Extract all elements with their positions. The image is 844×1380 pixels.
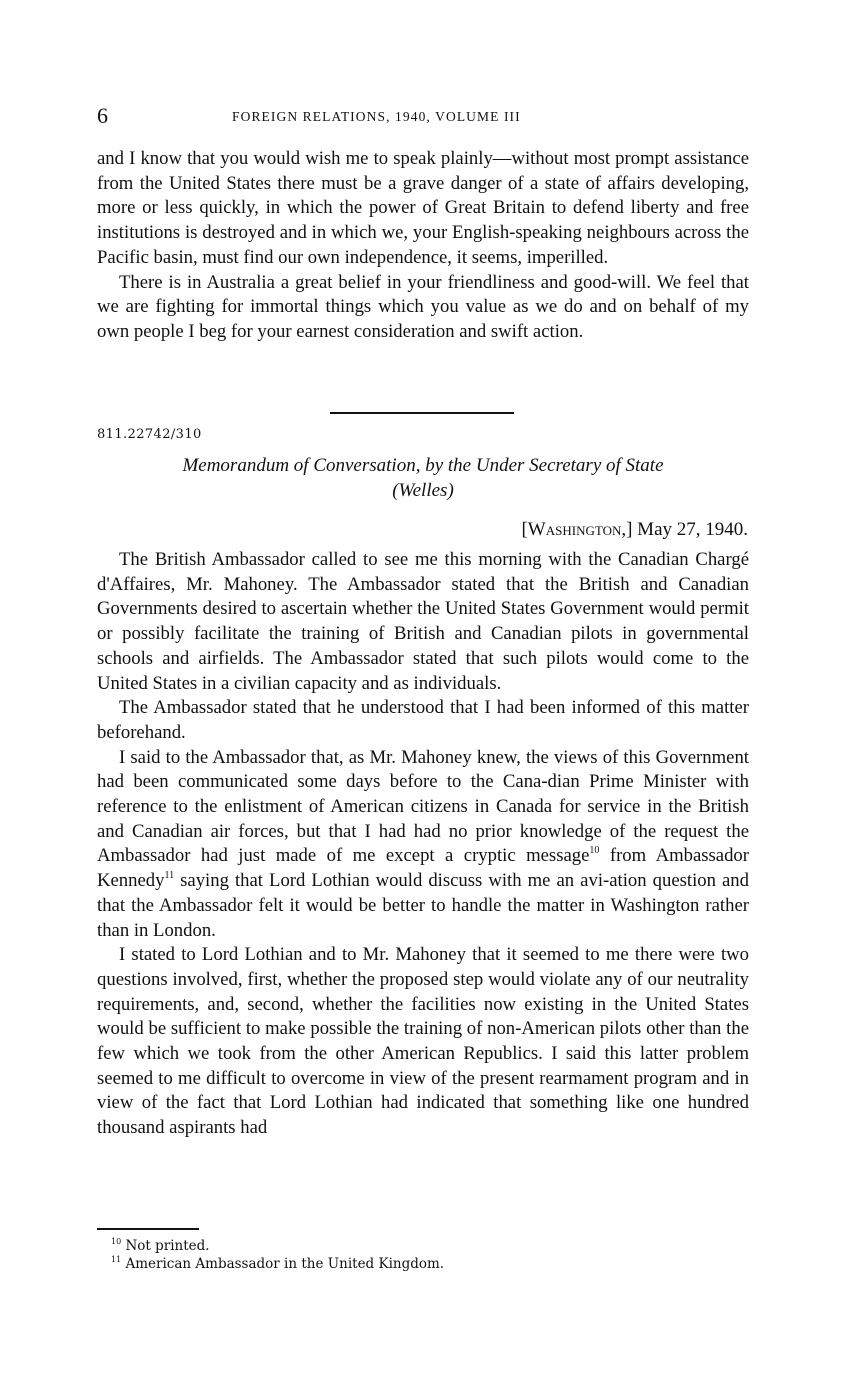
paragraph: There is in Australia a great belief in your friendliness and good-will. We feel that we are fighting for immortal things which you value as we do and on behalf of my own people I beg for your earnest consideration and swift action. <box>97 271 749 342</box>
document-number: 811.22742/310 <box>97 427 202 442</box>
footnote <box>111 1237 444 1255</box>
paragraph: The Ambassador stated that he understood that I had been informed of this matter beforehand. <box>97 697 749 743</box>
text-run: from Ambassador Kennedy <box>97 845 750 892</box>
dateline-place: [Washington,] <box>521 519 633 540</box>
title-line: Memorandum of Conversation, by the Under Secretary of State <box>182 455 664 476</box>
paragraph: and I know that you would wish me to speak plainly—without most prompt assistance from the United States there must be a grave danger of a state of affairs developing, more or less quickly, in which the power of Great Britain to defend liberty and free institutions is destroyed and in which we, your English-speaking neighbours across the Pacific basin, must find our own independence, it seems, imperilled. <box>97 148 749 268</box>
text-run: saying that Lord Lothian would discuss with me an avi-ation question and that the Ambassador felt it would be better to handle the matter in Washington rather than in London. <box>97 870 749 941</box>
paragraph <box>97 746 749 944</box>
paragraph: The British Ambassador called to see me this morning with the Canadian Chargé d'Affaires, Mr. Mahoney. The Ambassador stated that the British and Canadian Governments desired to ascertain whether the United States Government would permit or possibly facilitate the training of British and Canadian pilots in governmental schools and airfields. The Ambassador stated that such pilots would come to the United States in a civilian capacity and as individuals. <box>97 549 749 694</box>
document-title <box>97 453 749 503</box>
footnotes <box>111 1237 444 1273</box>
running-head: FOREIGN RELATIONS, 1940, VOLUME III <box>232 109 521 124</box>
footnote-marker: 10 <box>111 1237 122 1246</box>
footnote-ref: 10 <box>589 845 600 857</box>
footnote-divider <box>97 1228 199 1230</box>
page-number: 6 <box>97 103 108 128</box>
text-run: I said to the Ambassador that, as Mr. Mahoney knew, the views of this Government had been communicated some days before to the Cana-dian Prime Minister with reference to the enlistment of American citizens in Canada for service in the British and Canadian air forces, but that I had had no prior knowledge of the request the Ambassador had just made of me except a cryptic message <box>97 746 749 867</box>
paragraph: I stated to Lord Lothian and to Mr. Mahoney that it seemed to me there were two questions involved, first, whether the proposed step would violate any of our neutrality requirements, and, second, whether the facilities now existing in the United States would be sufficient to make possible the training of non-American pilots other than the few which we took from the other American Republics. I said this latter problem seemed to me difficult to overcome in view of the present rearmament program and in view of the fact that Lord Lothian had indicated that something like one hundred thousand aspirants had <box>97 944 749 1139</box>
footnote-marker: 11 <box>111 1255 122 1264</box>
footnote-text: American Ambassador in the United Kingdom. <box>125 1256 445 1272</box>
page-header <box>97 103 747 131</box>
dateline-date: May 27, 1940. <box>637 519 748 540</box>
dateline <box>521 519 748 541</box>
footnote-ref: 11 <box>164 870 175 882</box>
continued-text <box>97 147 749 345</box>
section-divider <box>330 412 514 414</box>
title-line: (Welles) <box>392 480 454 501</box>
footnote-text: Not printed. <box>125 1238 210 1254</box>
footnote <box>111 1255 444 1273</box>
memo-body <box>97 548 749 1141</box>
